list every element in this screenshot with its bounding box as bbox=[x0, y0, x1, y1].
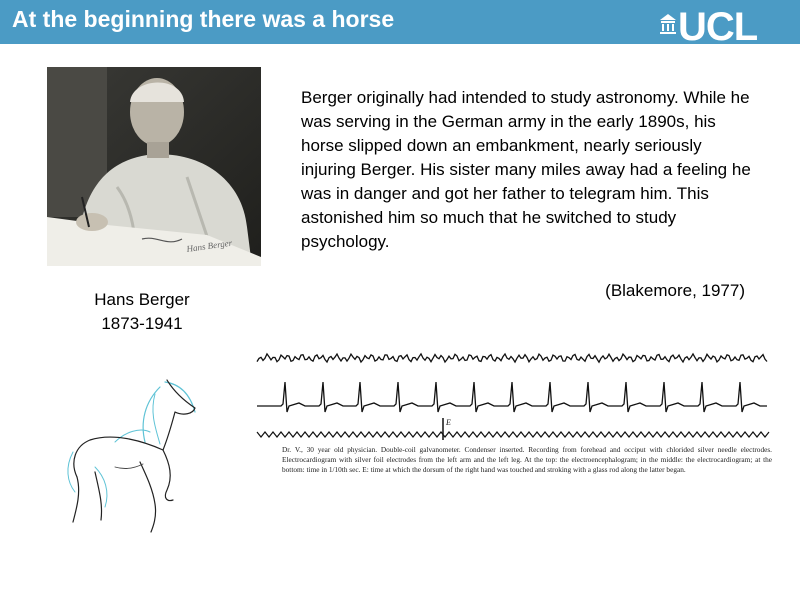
ecg-trace bbox=[257, 382, 767, 412]
slide-title: At the beginning there was a horse bbox=[12, 6, 395, 32]
ucl-logo bbox=[660, 5, 776, 49]
eeg-trace bbox=[257, 354, 767, 362]
portico-icon bbox=[660, 14, 676, 34]
eeg-recording bbox=[255, 348, 770, 443]
person-name: Hans Berger bbox=[94, 290, 190, 309]
stimulus-marker-label: E bbox=[446, 418, 451, 427]
logo-wordmark: UCL bbox=[678, 5, 758, 49]
horse-sketch bbox=[55, 372, 200, 534]
title-bar bbox=[0, 0, 800, 49]
story-text bbox=[301, 86, 751, 254]
recording-caption: Dr. V., 30 year old physician. Double-coil galvanometer. Condenser inserted. Recording from forehead and occiput with chlorided silver needle electrodes. Electrocardiogram with silver foil electrodes from the left arm and the left leg. At the top: the electroencephalogram; in the middle: the electrocardiogram; at the bottom: time in 1/10th sec. E: time at which the dorsum of the right hand was touched and stroking with a glass rod along the latter began. bbox=[282, 445, 772, 474]
time-trace bbox=[257, 432, 769, 437]
signature: Hans Berger bbox=[185, 237, 233, 254]
story-paragraph: Berger originally had intended to study astronomy. While he was serving in the German army in the early 1890s, his horse slipped down an embankment, nearly seriously injuring Berger. His sister many miles away had a feeling he was in danger and got her father to telegram him. This astonished him so much that he switched to study psychology. bbox=[301, 88, 751, 251]
portrait-caption bbox=[62, 288, 222, 336]
citation: (Blakemore, 1977) bbox=[605, 281, 745, 300]
hans-berger-photo bbox=[47, 67, 261, 266]
person-dates: 1873-1941 bbox=[101, 314, 183, 333]
